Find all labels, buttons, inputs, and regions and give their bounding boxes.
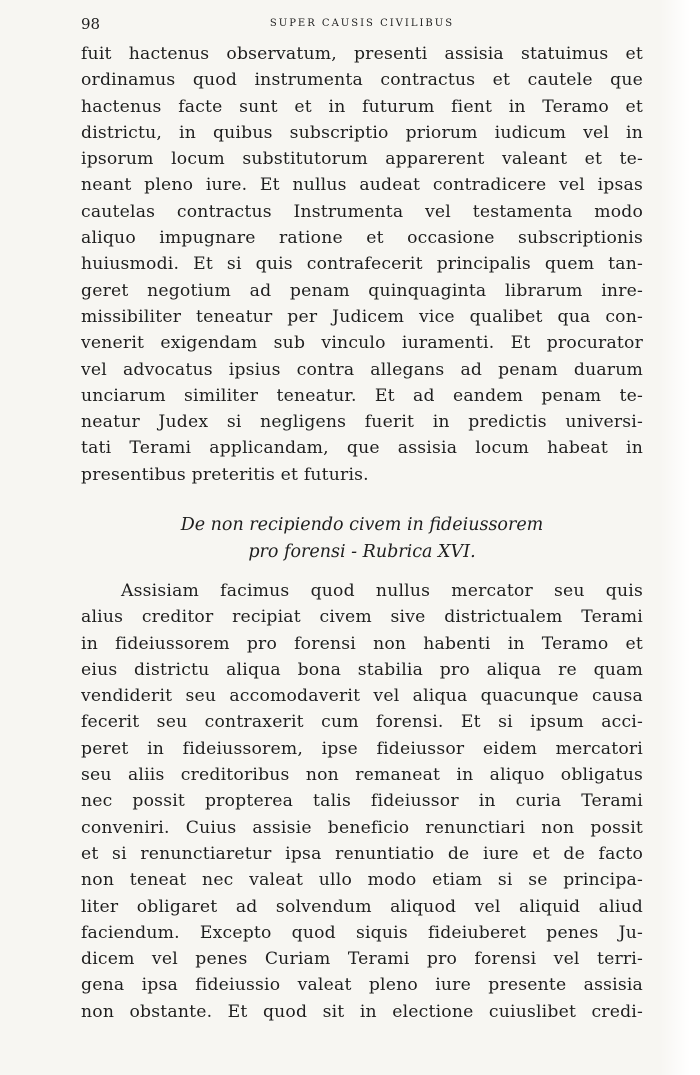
text-line: unciarum similiter teneatur. Et ad eandem penam te-: [81, 385, 643, 406]
text-line: neatur Judex si negligens fuerit in predictis universi-: [81, 412, 643, 433]
text-line: neant pleno iure. Et nullus audeat contradicere vel ipsas: [81, 175, 643, 196]
text-line: geret negotium ad penam quinquaginta librarum inre-: [81, 280, 643, 301]
text-line: non teneat nec valeat ullo modo etiam si se principa-: [81, 870, 643, 891]
text-line: venerit exigendam sub vinculo iuramenti. Et procurator: [81, 333, 643, 354]
text-line: peret in fideiussorem, ipse fideiussor eidem mercatori: [81, 738, 643, 759]
running-title: SUPER CAUSIS CIVILIBUS: [269, 18, 455, 29]
text-line: seu aliis creditoribus non remaneat in aliquo obligatus: [81, 765, 643, 786]
text-line: fecerit seu contraxerit cum forensi. Et si ipsum acci-: [81, 712, 643, 733]
text-line: dicem vel penes Curiam Terami pro forensi vel terri-: [81, 949, 643, 970]
text-line: Assisiam facimus quod nullus mercator seu quis: [121, 581, 643, 601]
text-line: faciendum. Excepto quod siquis fideiuberet penes Ju-: [81, 922, 643, 943]
page-edge: [660, 0, 700, 1075]
text-line: non obstante. Et quod sit in electione cuiuslibet credi-: [81, 1001, 643, 1022]
text-line: ordinamus quod instrumenta contractus et cautele que: [81, 70, 643, 91]
text-line: vel advocatus ipsius contra allegans ad penam duarum: [81, 359, 643, 380]
text-line: districtu, in quibus subscriptio priorum iudicum vel in: [81, 122, 643, 143]
text-line: huiusmodi. Et si quis contrafecerit principalis quem tan-: [81, 254, 643, 275]
text-line: fuit hactenus observatum, presenti assisia statuimus et: [81, 44, 643, 64]
text-line: gena ipsa fideiussio valeat pleno iure presente assisia: [81, 975, 643, 996]
heading-line: De non recipiendo civem in fideiussorem: [180, 515, 544, 535]
text-line: alius creditor recipiat civem sive districtualem Terami: [81, 607, 643, 628]
text-line: cautelas contractus Instrumenta vel testamenta modo: [81, 201, 643, 222]
text-line: vendiderit seu accomodaverit vel aliqua quacunque causa: [81, 686, 643, 707]
text-line: missibiliter teneatur per Judicem vice qualibet qua con-: [81, 306, 643, 327]
text-line: nec possit propterea talis fideiussor in curia Terami: [81, 791, 643, 812]
text-line: eius districtu aliqua bona stabilia pro aliqua re quam: [81, 659, 643, 680]
text-line: ipsorum locum substitutorum apparerent valeant et te-: [81, 149, 643, 170]
paragraph-2: [81, 578, 643, 1025]
heading-line: pro forensi - Rubrica XVI.: [248, 542, 476, 562]
running-head: [81, 12, 643, 42]
page-number: 98: [81, 15, 101, 33]
rubric-heading: [81, 512, 643, 566]
text-line: hactenus facte sunt et in futurum fient in Teramo et: [81, 96, 643, 117]
text-line: et si renunctiaretur ipsa renuntiatio de iure et de facto: [81, 843, 643, 864]
paragraph-1: [81, 41, 643, 488]
text-line: liter obligaret ad solvendum aliquod vel aliquid aliud: [81, 896, 643, 917]
text-line: presentibus preteritis et futuris.: [81, 464, 369, 485]
text-line: conveniri. Cuius assisie beneficio renunctiari non possit: [81, 817, 643, 838]
text-line: in fideiussorem pro forensi non habenti in Teramo et: [81, 633, 643, 654]
text-line: aliquo impugnare ratione et occasione subscriptionis: [81, 228, 643, 249]
text-line: tati Terami applicandam, que assisia locum habeat in: [81, 438, 643, 459]
